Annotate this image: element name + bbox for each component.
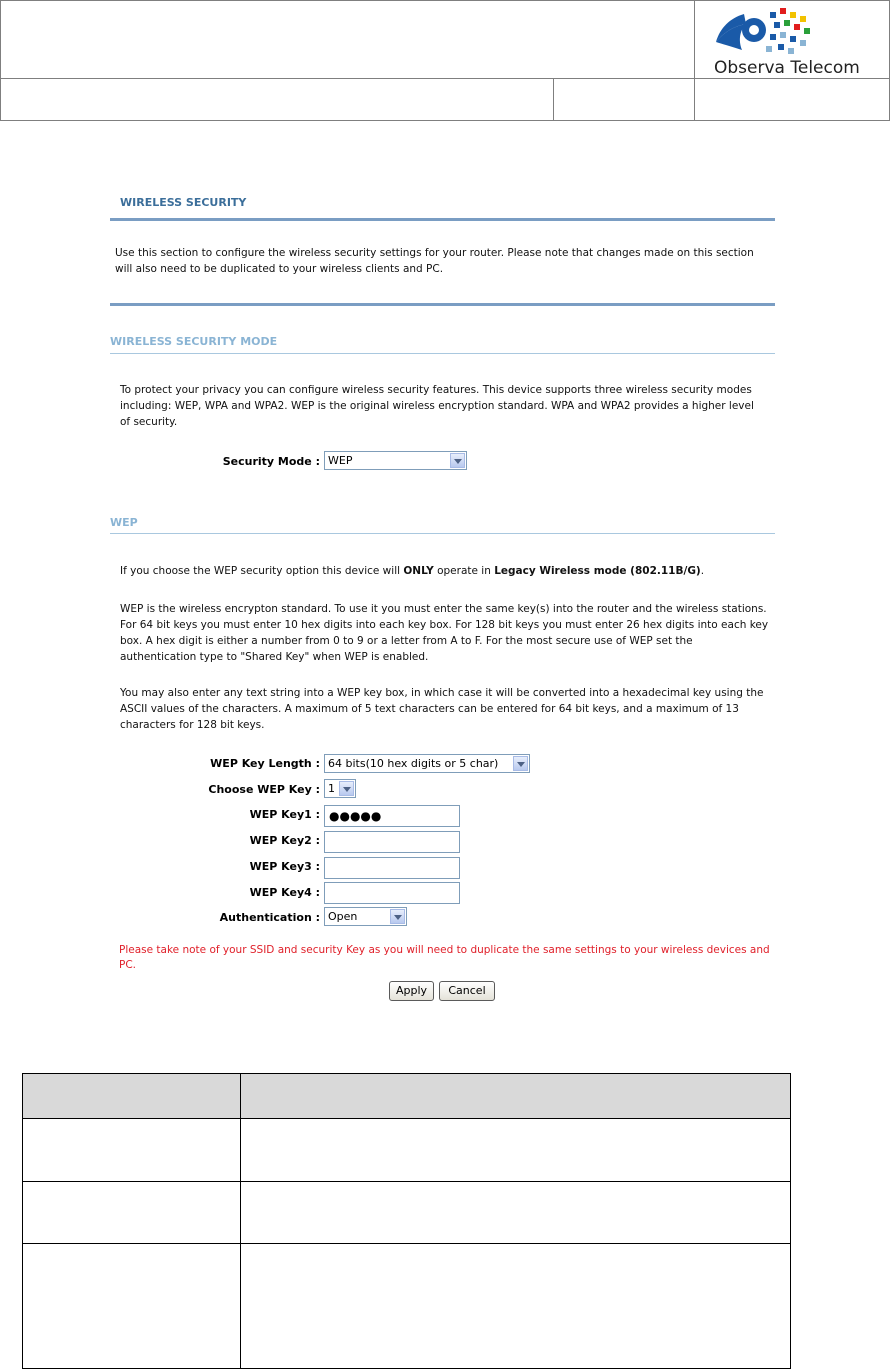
legacy-end: . [700, 565, 705, 577]
chevron-down-icon [450, 453, 465, 468]
cancel-button[interactable]: Cancel [439, 981, 495, 1001]
wep-title: WEP [110, 516, 138, 529]
table-rule [22, 1118, 791, 1119]
apply-button[interactable]: Apply [389, 981, 434, 1001]
security-mode-title: WIRELESS SECURITY MODE [110, 335, 278, 348]
chevron-down-icon [339, 781, 354, 796]
document-header [0, 0, 890, 120]
chevron-down-icon [390, 909, 405, 924]
legacy-only: ONLY [403, 565, 434, 577]
table-rule [22, 1073, 791, 1074]
section-rule [110, 218, 775, 221]
wep-legacy-note [120, 563, 770, 579]
security-mode-value: WEP [328, 454, 353, 467]
security-mode-description: To protect your privacy you can configure wireless security features. This device supports three wireless security modes including: WEP, WPA and WPA2. WEP is the original wireless encryption standard. WPA and WPA2 provides a higher level of security. [120, 384, 754, 428]
wep-key-length-label: WEP Key Length : [210, 757, 320, 770]
logo-text: Observa Telecom [714, 58, 860, 78]
wep-key3-label: WEP Key3 : [249, 860, 320, 873]
table-rule [22, 1243, 791, 1244]
wep-text-key-note: You may also enter any text string into a WEP key box, in which case it will be converted into a hexadecimal key using the ASCII values of the characters. A maximum of 5 text characters can be entered for 64 bit keys, and a maximum of 13 characters for 128 bit keys. [120, 687, 764, 731]
wep-key4-label: WEP Key4 : [249, 886, 320, 899]
table-rule [790, 1073, 791, 1369]
wep-key4-input[interactable] [324, 882, 460, 904]
table-header-row [22, 1073, 791, 1118]
choose-wep-key-label: Choose WEP Key : [208, 783, 320, 796]
duplicate-settings-warning: Please take note of your SSID and security Key as you will need to duplicate the same settings to your wireless devices and PC. [119, 944, 770, 971]
header-divider-horizontal [0, 78, 889, 79]
wep-key1-input[interactable]: ●●●●● [324, 805, 460, 827]
legacy-mid: operate in [433, 565, 495, 577]
wep-key-length-select[interactable] [324, 754, 530, 773]
section-rule [110, 353, 775, 354]
authentication-label: Authentication : [219, 911, 320, 924]
header-divider-vertical [694, 0, 695, 120]
wep-explanation: WEP is the wireless encrypton standard. To use it you must enter the same key(s) into the router and the wireless stations. For 64 bit keys you must enter 10 hex digits into each key box. For 128 bit keys you must enter 26 hex digits into each key box. A hex digit is either a number from 0 to 9 or a letter from A to F. For the most secure use of WEP set the authentication type to "Shared Key" when WEP is enabled. [120, 603, 769, 663]
security-mode-select[interactable] [324, 451, 467, 470]
table-rule [22, 1073, 23, 1369]
header-divider-vertical-lower [553, 78, 554, 120]
wireless-security-intro: Use this section to configure the wireless security settings for your router. Please note that changes made on this section will also need to be duplicated to your wireless clients and PC. [115, 247, 754, 275]
wep-key-length-value: 64 bits(10 hex digits or 5 char) [328, 757, 499, 770]
wep-key2-label: WEP Key2 : [249, 834, 320, 847]
table-rule [240, 1073, 241, 1369]
wep-key1-label: WEP Key1 : [249, 808, 320, 821]
authentication-value: Open [328, 910, 358, 923]
description-table [22, 1073, 791, 1369]
choose-wep-key-value: 1 [328, 782, 335, 795]
table-rule [22, 1368, 791, 1369]
section-rule [110, 303, 775, 306]
wep-key2-input[interactable] [324, 831, 460, 853]
chevron-down-icon [513, 756, 528, 771]
security-mode-label: Security Mode : [222, 455, 320, 468]
table-rule [22, 1181, 791, 1182]
section-rule [110, 533, 775, 534]
legacy-mode: Legacy Wireless mode (802.11B/G) [494, 565, 701, 577]
wireless-security-title: WIRELESS SECURITY [120, 196, 247, 209]
authentication-select[interactable] [324, 907, 407, 926]
legacy-pre: If you choose the WEP security option this device will [120, 565, 404, 577]
wep-key3-input[interactable] [324, 857, 460, 879]
choose-wep-key-select[interactable] [324, 779, 356, 798]
